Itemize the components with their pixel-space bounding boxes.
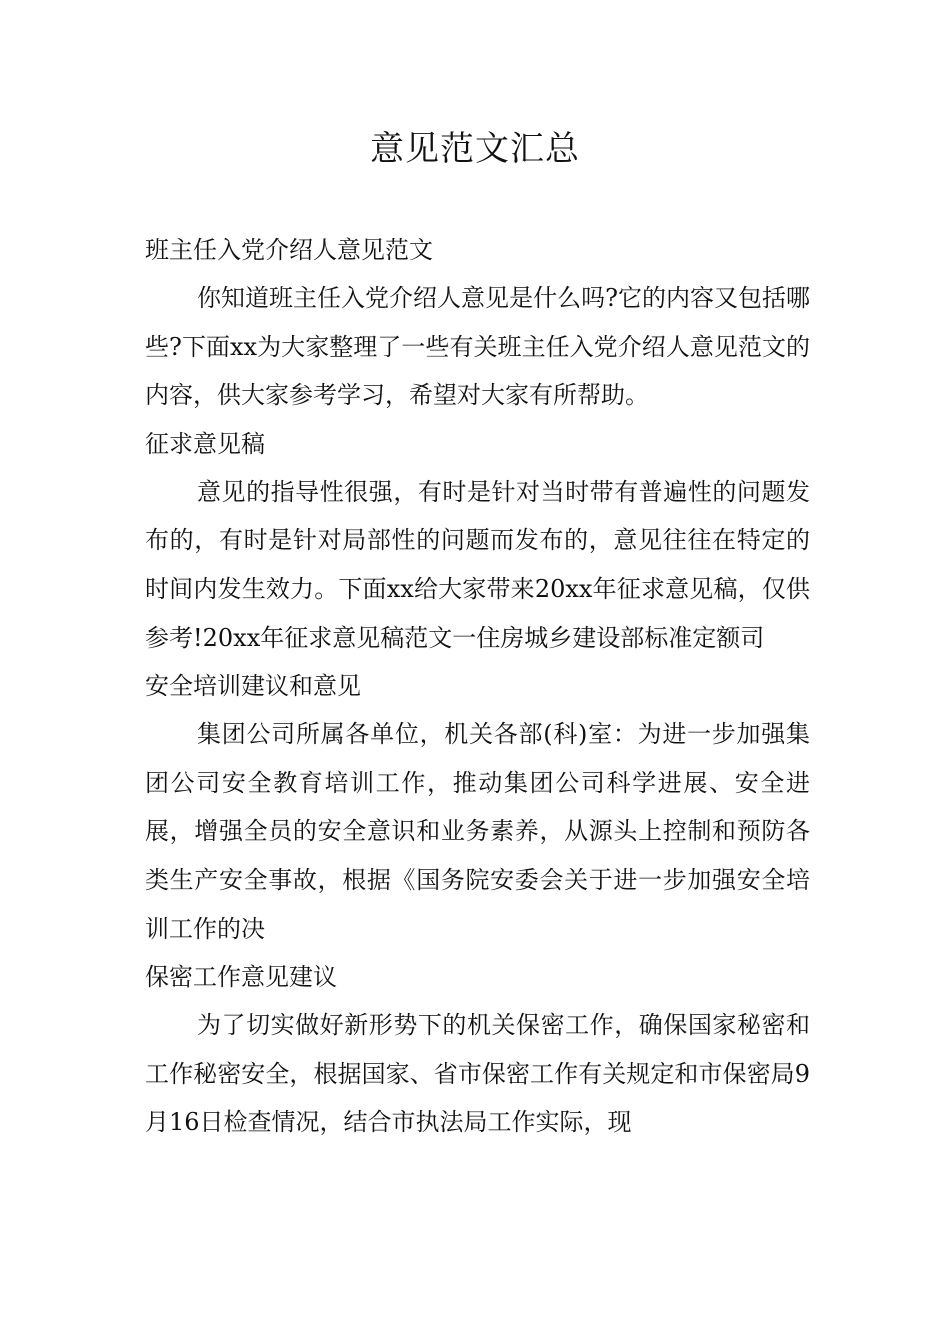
section-heading: 征求意见稿 bbox=[145, 429, 265, 458]
section-1 bbox=[145, 226, 810, 420]
section-3 bbox=[145, 662, 810, 953]
section-paragraph: 集团公司所属各单位，机关各部(科)室：为进一步加强集团公司安全教育培训工作，推动集团公司科学进展、安全进展，增强全员的安全意识和业务素养，从源头上控制和预防各类生产安全事故，根据《国务院安委会关于进一步加强安全培训工作的决 bbox=[145, 720, 810, 943]
document-title: 意见范文汇总 bbox=[370, 129, 580, 169]
section-4 bbox=[145, 953, 810, 1147]
section-2 bbox=[145, 420, 810, 662]
section-paragraph: 你知道班主任入党介绍人意见是什么吗?它的内容又包括哪些?下面xx为大家整理了一些有关班主任入党介绍人意见范文的内容，供大家参考学习，希望对大家有所帮助。 bbox=[145, 284, 810, 410]
section-heading: 班主任入党介绍人意见范文 bbox=[145, 236, 433, 264]
section-heading: 安全培训建议和意见 bbox=[145, 672, 361, 701]
section-paragraph: 为了切实做好新形势下的机关保密工作，确保国家秘密和工作秘密安全，根据国家、省市保密工作有关规定和市保密局9月16日检查情况，结合市执法局工作实际，现 bbox=[145, 1011, 810, 1137]
section-heading: 保密工作意见建议 bbox=[145, 963, 337, 992]
document-body bbox=[145, 226, 810, 1147]
section-paragraph: 意见的指导性很强，有时是针对当时带有普遍性的问题发布的，有时是针对局部性的问题而发布的，意见往往在特定的时间内发生效力。下面xx给大家带来20xx年征求意见稿，仅供参考!20xx年征求意见稿范文一住房城乡建设部标准定额司 bbox=[145, 477, 810, 652]
